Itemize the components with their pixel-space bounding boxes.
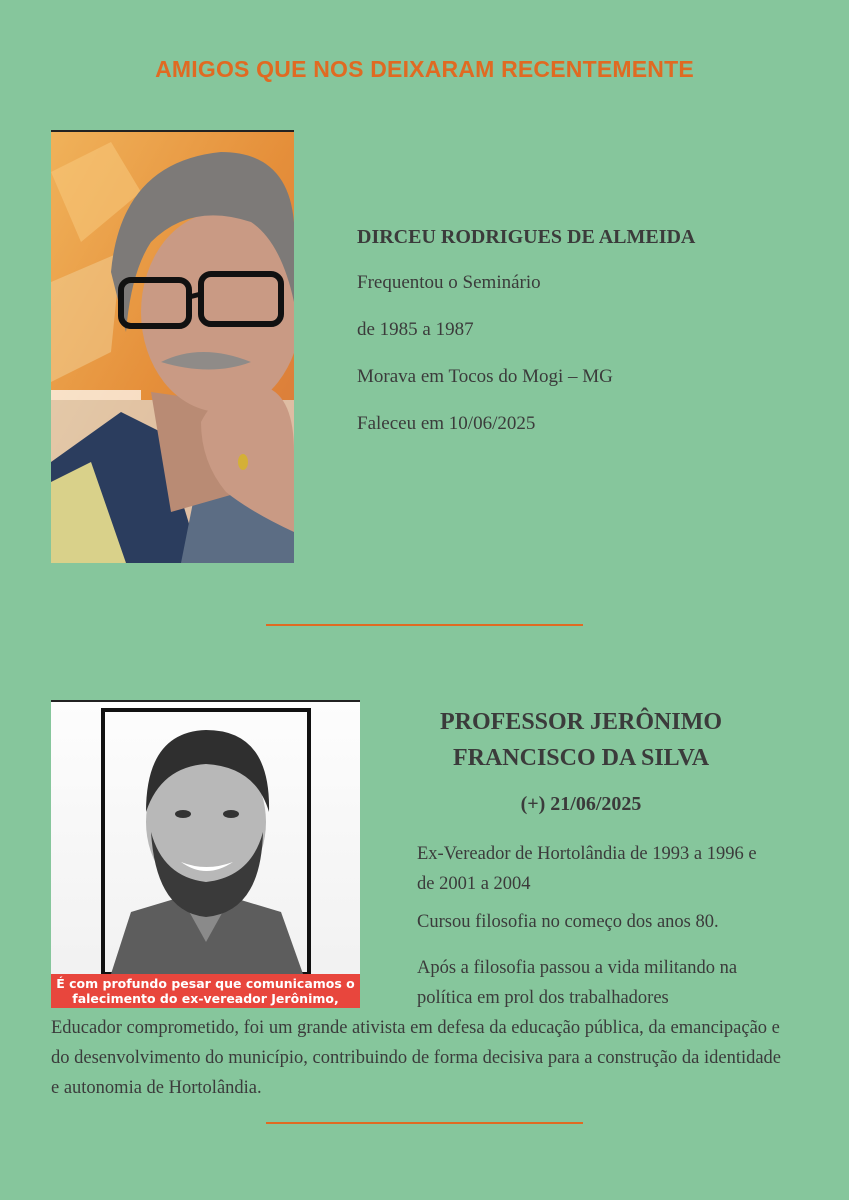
person1-info — [357, 224, 797, 458]
person1-photo — [51, 130, 294, 563]
person1-residence: Morava em Tocos do Mogi – MG — [357, 366, 613, 387]
person2-death-date: (+) 21/06/2025 — [520, 793, 642, 815]
person2-study: Cursou filosofia no começo dos anos 80. — [417, 912, 719, 932]
person2-name: PROFESSOR JERÔNIMO FRANCISCO DA SILVA — [439, 709, 723, 771]
page-title: AMIGOS QUE NOS DEIXARAM RECENTEMENTE — [155, 56, 694, 82]
person1-years: de 1985 a 1987 — [357, 319, 474, 340]
person1-portrait-image — [51, 132, 294, 563]
person1-seminary: Frequentou o Seminário — [357, 272, 541, 293]
person2-portrait-image — [51, 702, 360, 1008]
person1-name: DIRCEU RODRIGUES DE ALMEIDA — [357, 226, 696, 248]
person2-bio: Educador comprometido, foi um grande ativista em defesa da educação pública, da emancipação e do desenvolvimento do município, contribuindo de forma decisiva para a construção da identidade e autonomia de Hortolândia. — [51, 1018, 782, 1098]
photo-caption: É com profundo pesar que comunicamos o falecimento do ex-vereador Jerônimo, — [51, 974, 360, 1008]
person1-death-date: Faleceu em 10/06/2025 — [357, 413, 536, 434]
person2-activism: Após a filosofia passou a vida militando na política em prol dos trabalhadores — [417, 958, 738, 1008]
divider-1 — [266, 624, 583, 626]
divider-2 — [266, 1122, 583, 1124]
person2-photo — [51, 700, 360, 1008]
person2-role: Ex-Vereador de Hortolândia de 1993 a 1996 e de 2001 a 2004 — [417, 844, 757, 894]
